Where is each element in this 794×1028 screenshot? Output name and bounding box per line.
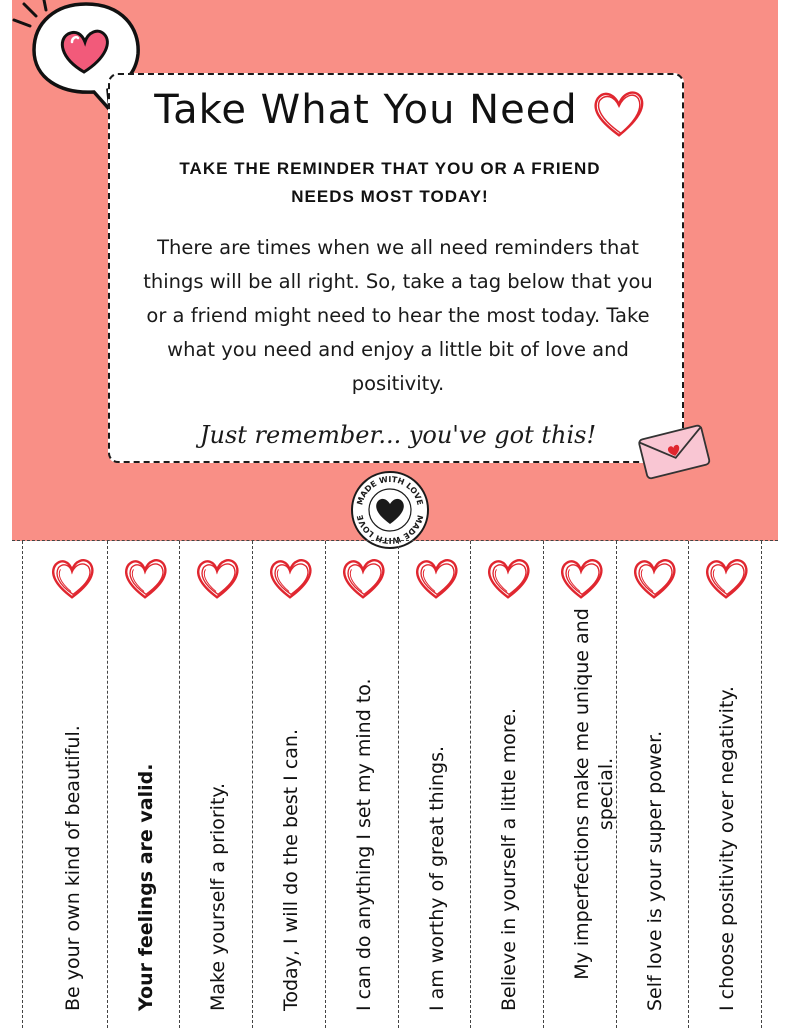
envelope-icon bbox=[636, 420, 712, 482]
reminder-tab[interactable] bbox=[689, 541, 762, 1028]
instructions-card bbox=[108, 73, 684, 463]
reminder-tab[interactable] bbox=[326, 541, 399, 1028]
heart-outline-icon bbox=[702, 555, 750, 603]
reminder-tab[interactable] bbox=[617, 541, 690, 1028]
stamp-text-bottom: MADE WITH LOVE bbox=[355, 513, 425, 546]
tab-reminder-text: Make yourself a priority. bbox=[207, 783, 230, 1011]
heart-outline-icon bbox=[412, 555, 460, 603]
reminder-tab[interactable] bbox=[471, 541, 544, 1028]
heart-outline-icon bbox=[484, 555, 532, 603]
reminder-tab[interactable] bbox=[35, 541, 108, 1028]
tab-reminder-text: Your feelings are valid. bbox=[134, 763, 157, 1011]
heart-outline-icon bbox=[266, 555, 314, 603]
reminder-tab[interactable] bbox=[108, 541, 181, 1028]
tab-reminder-text: Believe in yourself a little more. bbox=[498, 707, 521, 1011]
reminder-tab[interactable] bbox=[180, 541, 253, 1028]
tab-reminder-text: I choose positivity over negativity. bbox=[716, 686, 739, 1011]
heart-outline-icon bbox=[630, 555, 678, 603]
heart-outline-icon bbox=[339, 555, 387, 603]
reminder-tab[interactable] bbox=[544, 541, 617, 1028]
card-title: Take What You Need bbox=[154, 87, 578, 133]
heart-outline-icon bbox=[193, 555, 241, 603]
card-subtitle: TAKE THE REMINDER THAT YOU OR A FRIEND NEEDS MOST TODAY! bbox=[179, 159, 601, 206]
tab-reminder-text: Be your own kind of beautiful. bbox=[62, 725, 84, 1011]
heart-outline-icon bbox=[590, 85, 648, 143]
card-body-text: There are times when we all need reminders that things will be all right. So, take a tag below that you or a friend might need to hear the most today. Take what you need and enjoy a little bit of love and positivity. bbox=[143, 236, 653, 395]
reminder-tab[interactable] bbox=[253, 541, 326, 1028]
tab-reminder-text: I can do anything I set my mind to. bbox=[352, 678, 375, 1011]
tab-reminder-text: Today, I will do the best I can. bbox=[280, 729, 303, 1011]
tab-reminder-text: I am worthy of great things. bbox=[425, 745, 448, 1011]
tab-cut-line bbox=[22, 541, 23, 1028]
heart-outline-icon bbox=[121, 555, 169, 603]
heart-outline-icon bbox=[48, 555, 96, 603]
card-closing: Just remember... you've got this! bbox=[199, 421, 597, 449]
made-with-love-stamp bbox=[350, 470, 430, 550]
stamp-text-top: MADE WITH LOVE bbox=[355, 474, 425, 507]
tab-reminder-text: My imperfections make me unique and special. bbox=[570, 608, 617, 980]
reminder-tab[interactable] bbox=[399, 541, 472, 1028]
tab-reminder-text: Self love is your super power. bbox=[643, 730, 666, 1011]
